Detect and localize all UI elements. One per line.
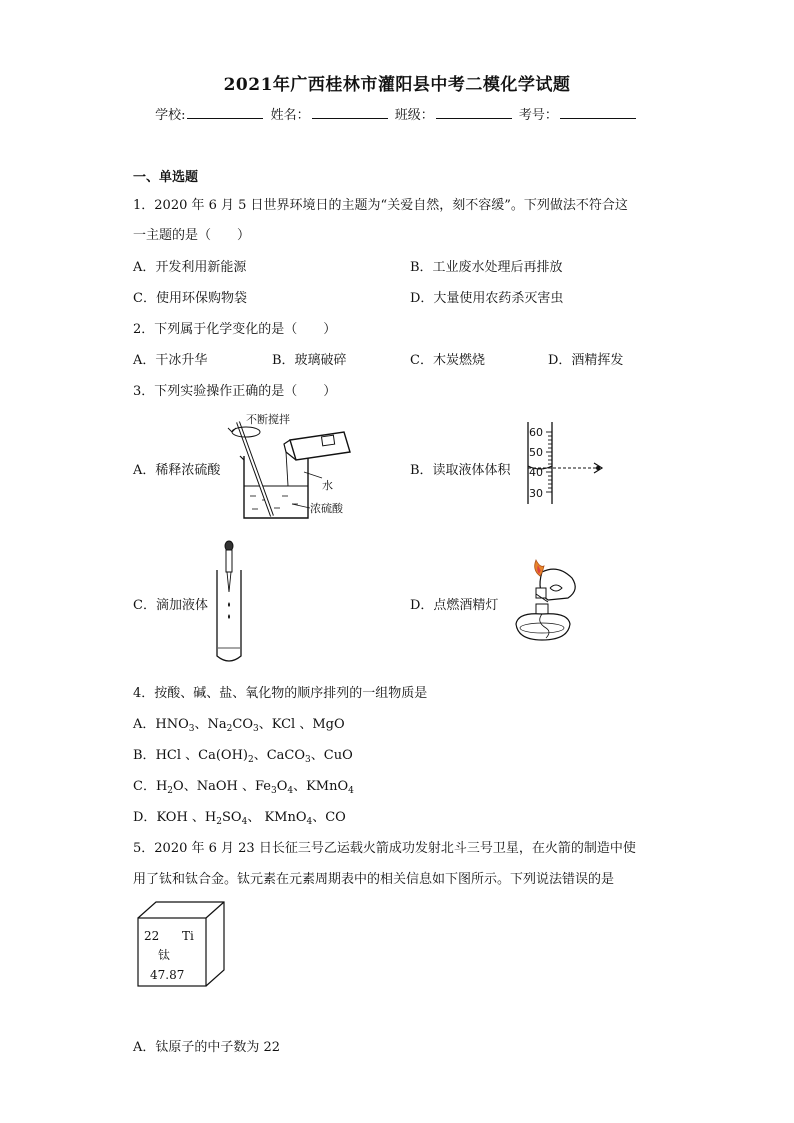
label-conc-acid: 浓硫酸 [310, 502, 343, 515]
element-symbol: Ti [182, 929, 194, 943]
class-label: 班级： [394, 108, 434, 123]
q2-option-c: C．木炭燃烧 [410, 353, 485, 368]
exam-number-blank[interactable] [560, 106, 636, 119]
q4-option-a: A．$HNO_3$、$Na_2CO_3$、KCl 、MgO [133, 717, 345, 734]
q1-option-b: B．工业废水处理后再排放 [410, 260, 563, 275]
q1-option-d: D．大量使用农药杀灭害虫 [410, 291, 564, 306]
q2-option-b: B．玻璃破碎 [272, 353, 347, 368]
tick-30: 30 [529, 487, 543, 500]
atomic-mass: 47.87 [150, 968, 185, 982]
section-heading: 一、单选题 [133, 170, 199, 185]
tick-40: 40 [529, 466, 543, 479]
q3-option-a: A．稀释浓硫酸 [133, 463, 221, 478]
page-title: 2021年广西桂林市灌阳县中考二模化学试题 [223, 75, 571, 95]
dropper-tube-figure [214, 540, 244, 664]
q4-option-c: C．$H_2O$、NaOH 、$Fe_3O_4$、KMnO$_4$ [133, 779, 354, 796]
school-blank[interactable] [187, 106, 263, 119]
exam-number-label: 考号： [518, 108, 558, 123]
element-cube-figure [136, 900, 228, 990]
q2-option-d: D．酒精挥发 [548, 353, 624, 368]
tick-60: 60 [529, 426, 543, 439]
q5-option-a: A．钛原子的中子数为 22 [133, 1040, 281, 1055]
q1-stem-line2: 一主题的是（ ） [133, 228, 251, 243]
q1-stem-line1: 1．2020 年 6 月 5 日世界环境日的主题为“关爱自然，刻不容缓”。下列做法不符合这 [133, 198, 628, 213]
label-stir: 不断搅拌 [246, 413, 290, 426]
element-name: 钛 [158, 948, 171, 962]
class-blank[interactable] [436, 106, 512, 119]
q5-stem-line1: 5．2020 年 6 月 23 日长征三号乙运载火箭成功发射北斗三号卫星，在火箭的制造中使 [133, 841, 636, 856]
q3-option-c: C．滴加液体 [133, 598, 208, 613]
tick-50: 50 [529, 446, 543, 459]
dilute-acid-figure [226, 412, 366, 524]
q3-stem: 3．下列实验操作正确的是（ ） [133, 384, 337, 399]
q4-option-d: D．KOH 、$H_2SO_4$、 KMnO$_4$、CO [133, 810, 346, 827]
q3-option-b: B．读取液体体积 [410, 463, 511, 478]
q1-option-c: C．使用环保购物袋 [133, 291, 247, 306]
name-label: 姓名： [270, 108, 310, 123]
q1-option-a: A．开发利用新能源 [133, 260, 247, 275]
q4-option-b: B．HCl 、$Ca(OH)_2$、CaCO$_3$、CuO [133, 748, 353, 765]
student-info-line [0, 104, 794, 123]
q2-stem: 2．下列属于化学变化的是（ ） [133, 322, 337, 337]
q2-option-a: A．干冰升华 [133, 353, 208, 368]
name-blank[interactable] [312, 106, 388, 119]
label-water: 水 [322, 479, 333, 492]
alcohol-lamp-figure [506, 558, 586, 646]
q3-option-d: D．点燃酒精灯 [410, 598, 499, 613]
q5-stem-line2: 用了钛和钛合金。钛元素在元素周期表中的相关信息如下图所示。下列说法错误的是 [133, 872, 615, 887]
graduated-cylinder-figure [524, 422, 610, 506]
school-label: 学校: [155, 108, 186, 123]
q4-stem: 4．按酸、碱、盐、氧化物的顺序排列的一组物质是 [133, 686, 428, 701]
atomic-number: 22 [144, 929, 160, 943]
